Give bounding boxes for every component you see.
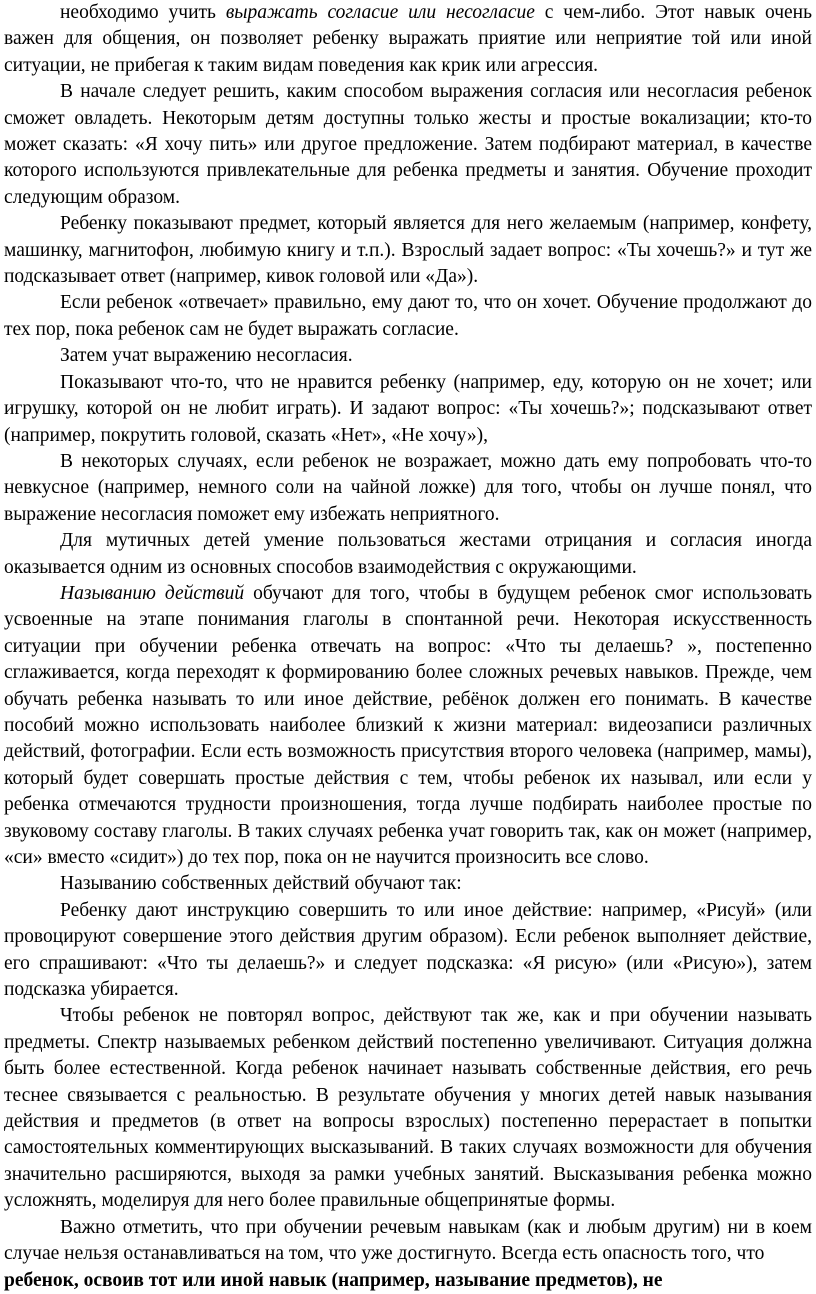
italic-term-agreement: выражать согласие или несогласие	[225, 2, 535, 23]
paragraph	[4, 1003, 812, 1214]
text-run: Называнию собственных действий обучают так:	[60, 873, 462, 895]
paragraph	[4, 449, 812, 528]
text-run: Важно отметить, что при обучении речевым навыкам (как и любым другим) ни в коем случае нельзя останавливаться на том, что уже достигнуто. Всегда есть опасность того, что	[4, 1216, 812, 1265]
paragraph	[4, 290, 812, 343]
text-run: Чтобы ребенок не повторял вопрос, действуют так же, как и при обучении называть предметы. Спектр называемых ребенком действий постепенно увеличивают. Ситуация должна быть более естественной. Когда ребенок начинает называть собственные действия, его речь теснее связывается с реальностью. В результате обучения у многих детей навык называния действия и предметов (в ответ на вопросы взрослых) постепенно перерастает в попытки самостоятельных комментирующих высказываний. В таких случаях возможности для обучения значительно расширяются, выходя за рамки учебных занятий. Высказывания ребенка можно усложнять, моделируя для него более правильные общепринятые формы.	[4, 1005, 812, 1212]
text-run: В начале следует решить, каким способом выражения согласия или несогласия ребенок сможет овладеть. Некоторым детям доступны только жесты и простые вокализации; кто-то может сказать: «Я хочу пить» или другое предложение. Затем подбирают материал, в качестве которого используются привлекательные для ребенка предметы и занятия. Обучение проходит следующим образом.	[4, 81, 812, 208]
text-run: Затем учат выражению несогласия.	[60, 345, 353, 367]
text-run: Для мутичных детей умение пользоваться жестами отрицания и согласия иногда оказывается одним из основных способов взаимодействия с окружающими.	[4, 530, 812, 578]
paragraph	[4, 1215, 812, 1268]
paragraph	[4, 370, 812, 449]
text-run: обучают для того, чтобы в будущем ребенок смог использовать усвоенные на этапе понимания глаголы в спонтанной речи. Некоторая искусственность ситуации при обучении ребенка отвечать на вопрос: «Что ты делаешь? », постепенно сглаживается, когда переходят к формированию более сложных речевых навыков. Прежде, чем обучать ребенка называть то или иное действие, ребёнок должен его понимать. В качестве пособий можно использовать наиболее близкий к жизни материал: видеозаписи различных действий, фотографии. Если есть возможность присутствия второго человека (например, мамы), который будет совершать простые действия с тем, чтобы ребенок их называл, или если у ребенка отмечаются трудности произношения, тогда лучше подбирать наиболее простые по звуковому составу глаголы. В таких случаях ребенка учат говорить так, как он может (например, «си» вместо «сидит») до тех пор, пока он не научится произносить все слово.	[4, 582, 812, 868]
paragraph	[4, 343, 812, 369]
text-run: необходимо учить	[60, 2, 226, 23]
text-run: В некоторых случаях, если ребенок не возражает, можно дать ему попробовать что-то невкусное (например, немного соли на чайной ложке) для того, чтобы он лучше понял, что выражение несогласия поможет ему избежать неприятного.	[4, 450, 812, 525]
text-run: Если ребенок «отвечает» правильно, ему дают то, что он хочет. Обучение продолжают до тех пор, пока ребенок сам не будет выражать согласие.	[4, 292, 812, 340]
text-run: Показывают что-то, что не нравится ребенку (например, еду, которую он не хочет; или игрушку, которой он не любит играть). И задают вопрос: «Ты хочешь?»; подсказывают ответ (например, покрутить головой, сказать «Нет», «Не хочу»),	[4, 371, 812, 446]
text-run: Ребенку показывают предмет, который является для него желаемым (например, конфету, машинку, магнитофон, любимую книгу и т.п.). Взрослый задает вопрос: «Ты хочешь?» и тут же подсказывает ответ (например, кивок головой или «Да»).	[4, 213, 812, 288]
paragraph	[4, 528, 812, 581]
text-run: с чем-либо. Этот навык очень важен для общения, он позволяет ребенку выражать приятие или неприятие той или иной ситуации, не прибегая к таким видам поведения как крик или агрессия.	[4, 2, 812, 76]
text-run: Ребенку дают инструкцию совершить то или иное действие: например, «Рисуй» (или провоцируют совершение этого действия другим образом). Если ребенок выполняет действие, его спрашивают: «Что ты делаешь?» и следует подсказка: «Я рисую» (или «Рисую»), затем подсказка убирается.	[4, 899, 812, 1001]
paragraph-agreement-intro	[4, 0, 812, 79]
paragraph	[4, 871, 812, 897]
paragraph	[4, 211, 812, 290]
paragraph	[4, 79, 812, 211]
paragraph	[4, 898, 812, 1004]
bold-continuation-line: ребенок, освоив тот или иной навык (например, называние предметов), не	[4, 1269, 663, 1291]
italic-term-naming-actions: Называнию действий	[60, 582, 245, 604]
paragraph-naming-actions	[4, 581, 812, 871]
